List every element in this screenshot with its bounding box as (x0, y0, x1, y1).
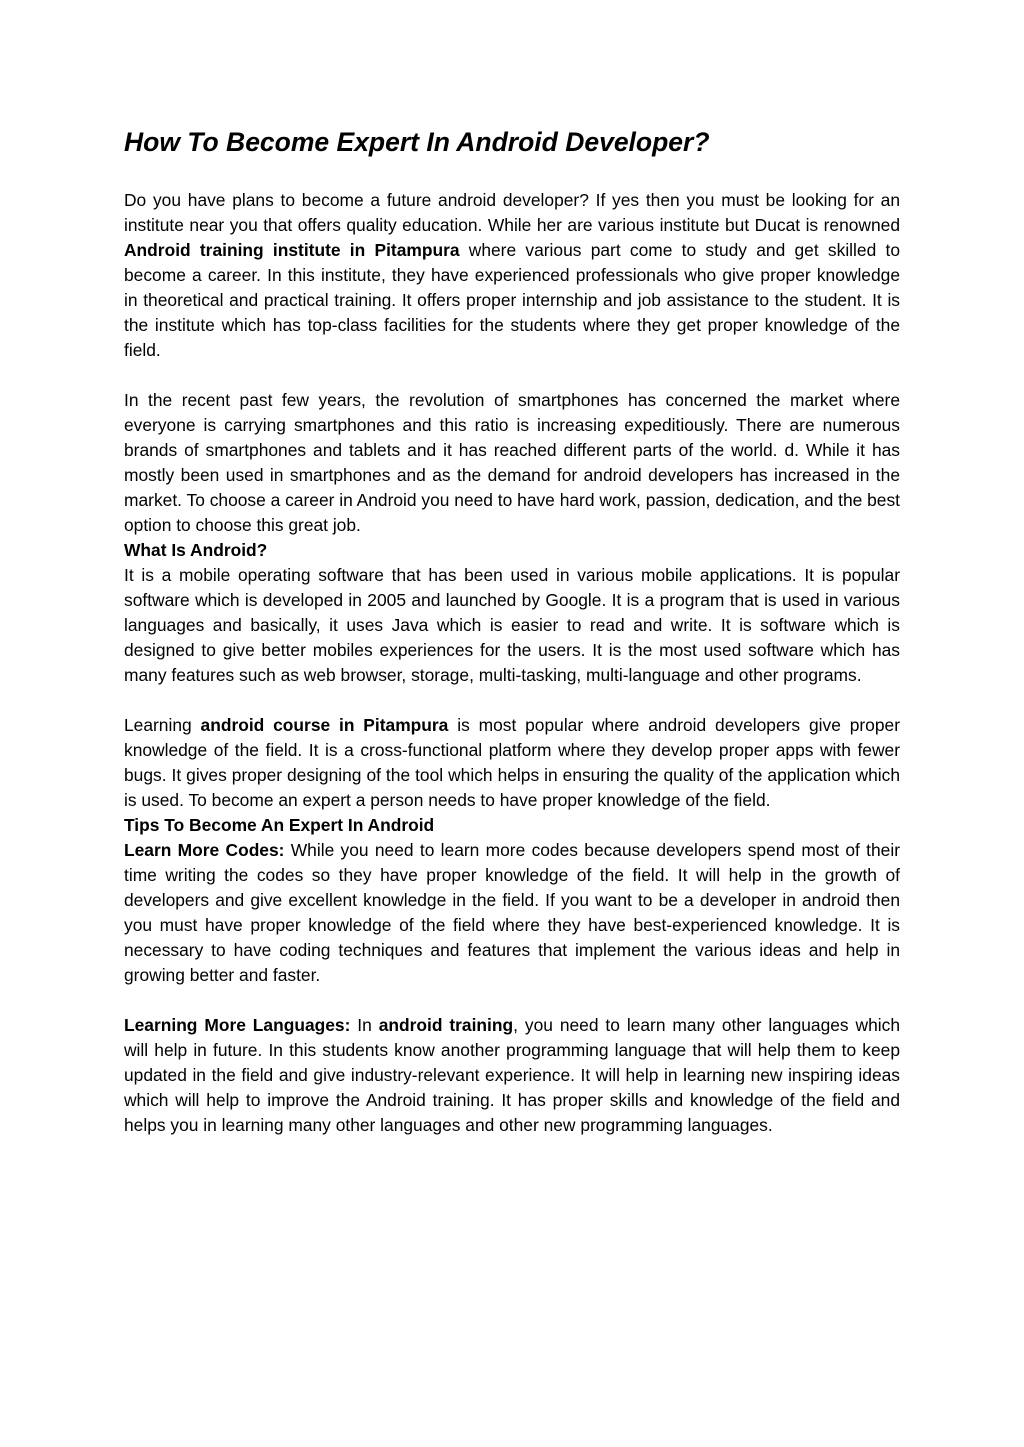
learn-languages-label: Learning More Languages: (124, 1015, 351, 1035)
intro-paragraph (124, 188, 900, 363)
learn-languages-text-end: , you need to learn many other languages which will help in future. In this students know another programming language that will help them to keep updated in the field and give industry-relevant experience. It will help in learning new inspiring ideas which will help to improve the Android training. It has proper skills and knowledge of the field and helps you in learning many other languages and other new programming languages. (124, 1015, 900, 1135)
page-title: How To Become Expert In Android Developer? (124, 127, 710, 157)
smartphones-paragraph: In the recent past few years, the revolution of smartphones has concerned the market where everyone is carrying smartphones and this ratio is increasing expeditiously. There are numerous brands of smartphones and tablets and it has reached different parts of the world. d. While it has mostly been used in smartphones and as the demand for android developers has increased in the market. To choose a career in Android you need to have hard work, passion, dedication, and the best option to choose this great job. (124, 390, 900, 535)
intro-keyword: Android training institute in Pitampura (124, 240, 460, 260)
intro-text-start: Do you have plans to become a future android developer? If yes then you must be looking for an institute near you that offers quality education. While her are various institute but Ducat is renowned (124, 190, 900, 235)
learn-codes-label: Learn More Codes: (124, 840, 285, 860)
course-keyword: android course in Pitampura (200, 715, 449, 735)
intro-text-end: where various part come to study and get skilled to become a career. In this institute, they have experienced professionals who give proper knowledge in theoretical and practical training. It offers proper internship and job assistance to the student. It is the institute which has top-class facilities for the students where they get proper knowledge of the field. (124, 240, 900, 360)
learning-course-paragraph (124, 713, 900, 813)
learning-text-end: is most popular where android developers give proper knowledge of the field. It is a cross-functional platform where they develop proper apps with fewer bugs. It gives proper designing of the tool which helps in ensuring the quality of the application which is used. To become an expert a person needs to have proper knowledge of the field. (124, 715, 900, 810)
document-page (124, 122, 900, 1138)
section-heading-what-is-android: What Is Android? (124, 540, 268, 560)
learn-languages-paragraph (124, 1013, 900, 1138)
section-heading-tips: Tips To Become An Expert In Android (124, 815, 435, 835)
what-is-android-paragraph: It is a mobile operating software that has been used in various mobile applications. It is popular software which is developed in 2005 and launched by Google. It is a program that is used in various languages and basically, it uses Java which is easier to read and write. It is software which is designed to give better mobiles experiences for the users. It is the most used software which has many features such as web browser, storage, multi-tasking, multi-language and other programs. (124, 565, 900, 685)
learn-codes-text: While you need to learn more codes because developers spend most of their time writing the codes so they have proper knowledge of the field. It will help in the growth of developers and give excellent knowledge in the field. If you want to be a developer in android then you must have proper knowledge of the field where they have best-experienced knowledge. It is necessary to have coding techniques and features that implement the various ideas and help in growing better and faster. (124, 840, 900, 985)
learn-codes-paragraph (124, 838, 900, 988)
learning-text-start: Learning (124, 715, 201, 735)
training-keyword: android training (378, 1015, 514, 1035)
learn-languages-text-mid: In (350, 1015, 379, 1035)
